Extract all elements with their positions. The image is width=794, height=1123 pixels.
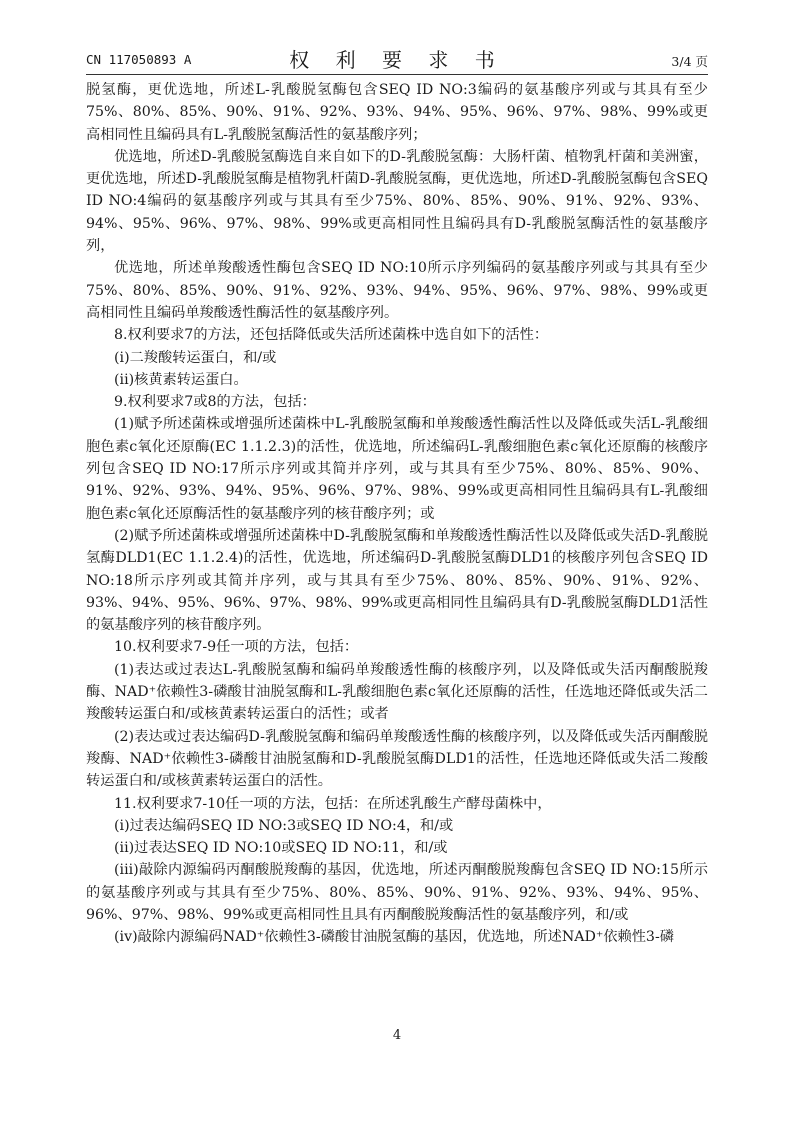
claim-paragraph: 10.权利要求7-9任一项的方法，包括： bbox=[114, 639, 359, 656]
doc-number: CN 117050893 A bbox=[86, 52, 192, 67]
header-rule bbox=[86, 74, 708, 75]
claim-paragraph: (ii)核黄素转运蛋白。 bbox=[114, 371, 248, 388]
claim-paragraph: (1)表达或过表达L-乳酸脱氢酶和编码单羧酸透性酶的核酸序列，以及降低或失活丙酮酸脱羧酶、NAD⁺依赖性3-磷酸甘油脱氢酶和L-乳酸细胞色素c氧化还原酶的活性，任选地还降低或失活二羧酸转运蛋白和/或核黄素转运蛋白的活性；或者 bbox=[86, 661, 708, 723]
page-number: 4 bbox=[392, 1028, 402, 1043]
claim-paragraph: (1)赋予所述菌株或增强所述菌株中L-乳酸脱氢酶和单羧酸透性酶活性以及降低或失活L-乳酸细胞色素c氧化还原酶(EC 1.1.2.3)的活性，优选地，所述编码L-乳酸细胞色素c氧化还原酶的核酸序列包含SEQ ID NO:17所示序列或其简并序列，或与其具有至少75%、80%、85%、90%、91%、92%、93%、94%、95%、96%、97%、98%、99%或更高相同性且编码具有L-乳酸细胞色素c氧化还原酶活性的氨基酸序列的核苷酸序列；或 bbox=[86, 416, 708, 522]
claim-paragraph: 8.权利要求7的方法，还包括降低或失活所述菌株中选自如下的活性： bbox=[114, 327, 549, 344]
claim-paragraph: (ii)过表达SEQ ID NO:10或SEQ ID NO:11，和/或 bbox=[114, 840, 448, 857]
claim-paragraph: (iii)敲除内源编码丙酮酸脱羧酶的基因，优选地，所述丙酮酸脱羧酶包含SEQ ID NO:15所示的氨基酸序列或与其具有至少75%、80%、85%、90%、91%、92%、93%、94%、95%、96%、97%、98%、99%或更高相同性且具有丙酮酸脱羧酶活性的氨基酸序列，和/或 bbox=[86, 862, 708, 923]
page-header bbox=[86, 44, 708, 72]
claim-paragraph: 优选地，所述D-乳酸脱氢酶选自来自如下的D-乳酸脱氢酶：大肠杆菌、植物乳杆菌和美洲蜜，更优选地，所述D-乳酸脱氢酶是植物乳杆菌D-乳酸脱氢酶，更优选地，所述D-乳酸脱氢酶包含SEQ ID NO:4编码的氨基酸序列或与其具有至少75%、80%、85%、90%、91%、92%、93%、94%、95%、96%、97%、98%、99%或更高相同性且编码具有D-乳酸脱氢酶活性的氨基酸序列， bbox=[86, 148, 708, 255]
page-info: 3/4 页 bbox=[671, 54, 708, 69]
claim-paragraph: 优选地，所述单羧酸透性酶包含SEQ ID NO:10所示序列编码的氨基酸序列或与其具有至少75%、80%、85%、90%、91%、92%、93%、94%、95%、96%、97%、98%、99%或更高相同性且编码单羧酸透性酶活性的氨基酸序列。 bbox=[86, 260, 708, 321]
claim-paragraph: 9.权利要求7或8的方法，包括： bbox=[114, 394, 316, 411]
claim-paragraph: (iv)敲除内源编码NAD⁺依赖性3-磷酸甘油脱氢酶的基因，优选地，所述NAD⁺依赖性3-磷 bbox=[114, 929, 674, 946]
claim-paragraph: (2)表达或过表达编码D-乳酸脱氢酶和编码单羧酸透性酶的核酸序列，以及降低或失活丙酮酸脱羧酶、NAD⁺依赖性3-磷酸甘油脱氢酶和D-乳酸脱氢酶DLD1的活性，任选地还降低或失活二羧酸转运蛋白和/或核黄素转运蛋白的活性。 bbox=[86, 728, 708, 790]
claim-paragraph: (i)过表达编码SEQ ID NO:3或SEQ ID NO:4，和/或 bbox=[114, 817, 454, 834]
claim-paragraph: 11.权利要求7-10任一项的方法，包括：在所述乳酸生产酵母菌株中， bbox=[114, 795, 552, 812]
doc-type-title: 权 利 要 求 书 bbox=[289, 48, 505, 72]
claim-paragraph: 脱氢酶，更优选地，所述L-乳酸脱氢酶包含SEQ ID NO:3编码的氨基酸序列或与其具有至少75%、80%、85%、90%、91%、92%、93%、94%、95%、96%、97%、98%、99%或更高相同性且编码具有L-乳酸脱氢酶活性的氨基酸序列； bbox=[86, 82, 708, 143]
claim-paragraph: (2)赋予所述菌株或增强所述菌株中D-乳酸脱氢酶和单羧酸透性酶活性以及降低或失活D-乳酸脱氢酶DLD1(EC 1.1.2.4)的活性，优选地，所述编码D-乳酸脱氢酶DLD1的核酸序列包含SEQ ID NO:18所示序列或其简并序列，或与其具有至少75%、80%、85%、90%、91%、92%、93%、94%、95%、96%、97%、98%、99%或更高相同性且编码具有D-乳酸脱氢酶DLD1活性的氨基酸序列的核苷酸序列。 bbox=[86, 527, 708, 634]
claims-body bbox=[86, 79, 708, 949]
claim-paragraph: (i)二羧酸转运蛋白，和/或 bbox=[114, 349, 277, 366]
